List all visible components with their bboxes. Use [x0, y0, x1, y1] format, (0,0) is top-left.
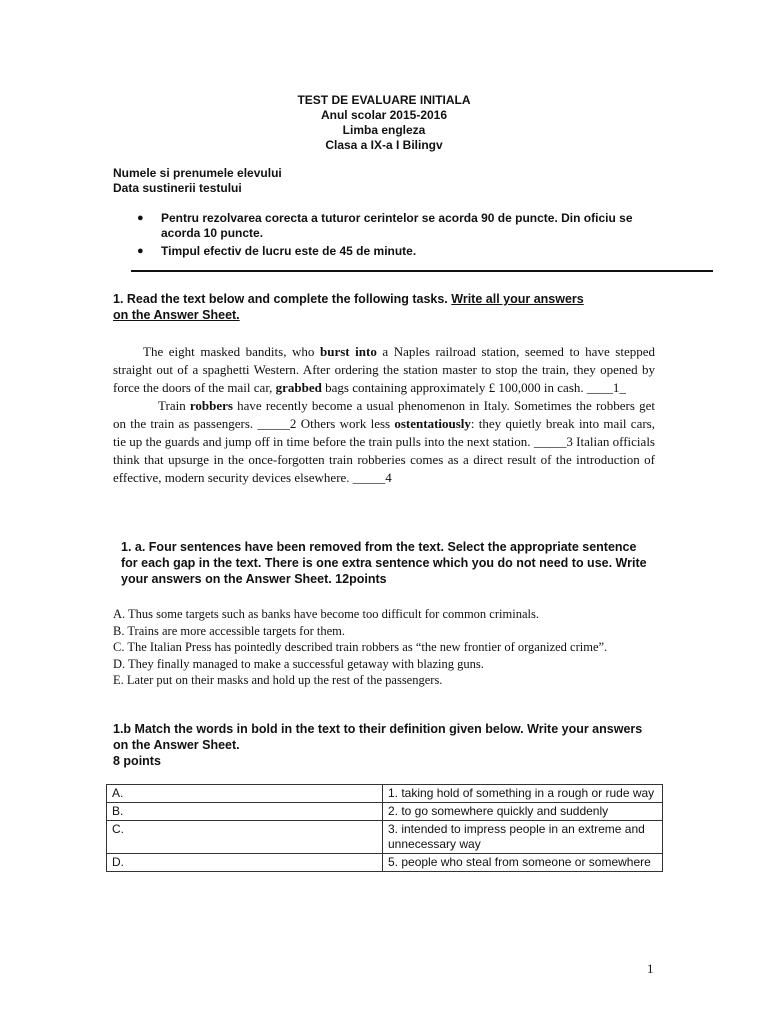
table-cell-definition: 1. taking hold of something in a rough or rude way	[383, 785, 663, 803]
passage-text: The eight masked bandits, who	[143, 344, 320, 359]
bold-word: burst into	[319, 344, 377, 359]
table-cell-letter: C.	[107, 821, 383, 854]
table-row	[107, 785, 663, 803]
task-1-intro: 1. Read the text below and complete the following tasks.	[113, 292, 452, 306]
option-c: C. The Italian Press has pointedly described train robbers as “the new frontier of organized crime”.	[113, 640, 608, 654]
instruction-item	[137, 211, 667, 241]
task-1-on-the: on the	[113, 308, 154, 322]
passage-paragraph-2	[113, 397, 655, 487]
instructions-list	[137, 211, 667, 262]
table-row	[107, 821, 663, 854]
table-cell-letter: B.	[107, 803, 383, 821]
table-cell-definition: 5. people who steal from someone or somewhere	[383, 854, 663, 872]
bullet-icon: ●	[137, 212, 144, 224]
instruction-text: Timpul efectiv de lucru este de 45 de minute.	[161, 244, 417, 258]
passage-text: : they quietly break into mail cars, tie up the guards and jump off in time before the train pulls into the next station. _____3 Italian officials think that upsurge in the once-forgotten train robberies comes as a direct result of the introduction of effective, modern security devices elsewhere. _____4	[113, 416, 655, 485]
divider	[131, 270, 713, 272]
table-row	[107, 803, 663, 821]
bold-word: robbers	[189, 398, 233, 413]
table-cell-definition: 3. intended to impress people in an extreme and unnecessary way	[383, 821, 663, 854]
test-header	[0, 93, 768, 153]
task-1-write: Write all your answers	[451, 292, 584, 306]
passage-text: have recently become a usual phenomenon in Italy. Sometimes the robbers get on the train as passengers. _____2 Others work less	[113, 398, 655, 431]
instruction-text: Pentru rezolvarea corecta a tuturor cerintelor se acorda 90 de puncte. Din oficiu se acorda 10 puncte.	[161, 211, 633, 240]
table-row	[107, 854, 663, 872]
passage-text: bags containing approximately £ 100,000 in cash. ____1_	[321, 380, 626, 395]
subject: Limba engleza	[342, 123, 426, 137]
task-1a-heading: 1. a. Four sentences have been removed from the text. Select the appropriate sentence for each gap in the text. There is one extra sentence which you do not need to use. Write your answers on the Answer Sheet. 12points	[121, 540, 647, 586]
table-cell-letter: A.	[107, 785, 383, 803]
task-1b-points: 8 points	[113, 754, 161, 768]
instruction-item	[137, 244, 667, 259]
table-cell-definition: 2. to go somewhere quickly and suddenly	[383, 803, 663, 821]
option-b: B. Trains are more accessible targets for them.	[113, 623, 346, 638]
option-a: A. Thus some targets such as banks have become too difficult for common criminals.	[113, 607, 539, 621]
bullet-icon: ●	[137, 245, 144, 257]
task-1-answer-sheet: Answer Sheet.	[153, 308, 240, 322]
bold-word: grabbed	[275, 380, 322, 395]
bold-word: ostentatiously	[394, 416, 471, 431]
option-e: E. Later put on their masks and hold up the rest of the passengers.	[113, 673, 443, 687]
table-cell-letter: D.	[107, 854, 383, 872]
task-1b-heading	[113, 721, 658, 769]
class-name: Clasa a IX-a I Bilingv	[325, 138, 443, 152]
page-number: 1	[647, 961, 654, 976]
passage-text: Train	[158, 398, 190, 413]
task-1b-text: 1.b Match the words in bold in the text to their definition given below. Write your answers on the Answer Sheet.	[113, 722, 643, 752]
student-name-label: Numele si prenumele elevului	[113, 166, 282, 180]
sentence-options	[113, 606, 655, 689]
test-title: TEST DE EVALUARE INITIALA	[297, 93, 471, 107]
option-d: D. They finally managed to make a successful getaway with blazing guns.	[113, 656, 484, 671]
test-date-label: Data sustinerii testului	[113, 181, 242, 195]
task-1-heading	[113, 291, 658, 323]
student-info	[113, 166, 282, 196]
passage-paragraph-1	[113, 343, 655, 397]
matching-table	[106, 784, 663, 872]
reading-passage	[113, 343, 655, 487]
school-year: Anul scolar 2015-2016	[320, 108, 448, 122]
passage-text: a Naples railroad station, seemed to have stepped straight out of a spaghetti Western. After ordering the station master to stop the train, they opened by force the doors of the mail car,	[113, 344, 655, 395]
